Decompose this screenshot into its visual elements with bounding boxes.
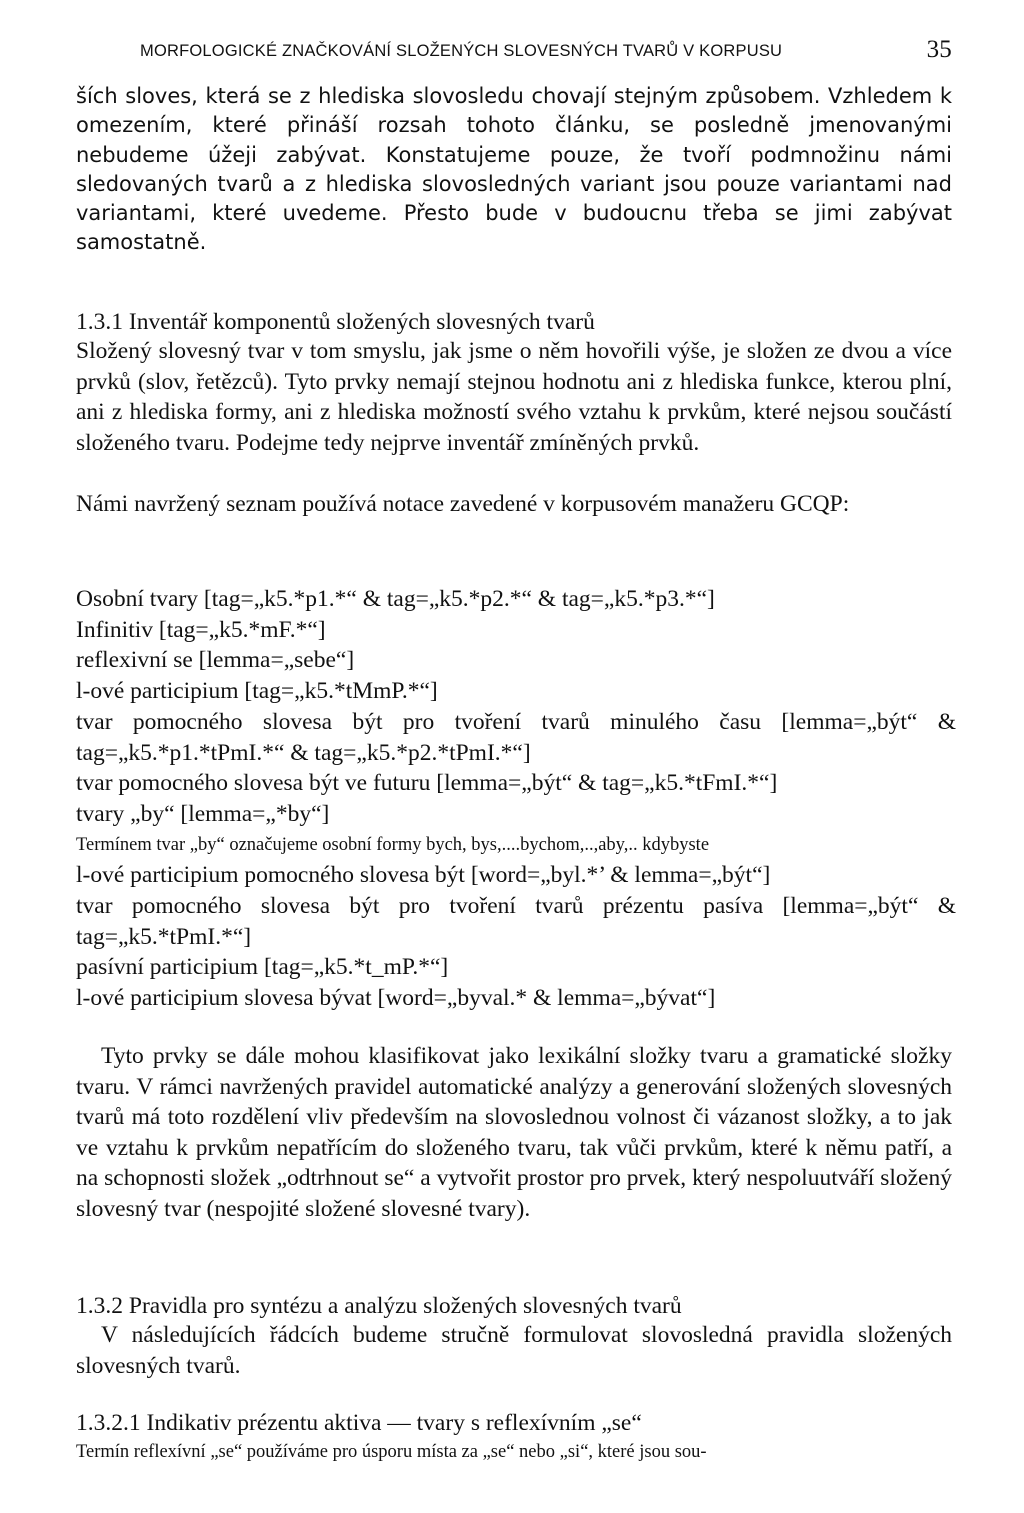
section-1-3-2-paragraph: V následujících řádcích budeme stručně formulovat slovosledná pravidla složených slovesných tvarů. bbox=[76, 1322, 952, 1379]
section-heading-1-3-2-1: 1.3.2.1 Indikativ prézentu aktiva — tvary s reflexívním „se“ bbox=[76, 1410, 642, 1436]
list-item: tvar pomocného slovesa být pro tvoření tvarů minulého času [lemma=„být“ & tag=„k5.*p1.*tPmI.*“ & tag=„k5.*p2.*tPmI.*“] bbox=[76, 708, 956, 766]
component-inventory-list bbox=[76, 584, 956, 1014]
reflexive-term-note: Termín reflexívní „se“ používáme pro úsporu místa za „se“ nebo „si“, které jsou sou- bbox=[76, 1442, 707, 1462]
running-title: MORFOLOGICKÉ ZNAČKOVÁNÍ SLOŽENÝCH SLOVESNÝCH TVARŮ V KORPUSU bbox=[140, 42, 783, 60]
section-heading-1-3-1: 1.3.1 Inventář komponentů složených slovesných tvarů bbox=[76, 309, 595, 335]
list-note: Termínem tvar „by“ označujeme osobní formy bych, bys,....bychom,..,aby,.. kdybyste bbox=[76, 834, 710, 855]
list-item: Infinitiv [tag=„k5.*mF.*“] bbox=[76, 616, 326, 643]
page-number: 35 bbox=[926, 36, 952, 63]
list-item: tvar pomocného slovesa být ve futuru [lemma=„být“ & tag=„k5.*tFmI.*“] bbox=[76, 770, 778, 797]
list-item: Osobní tvary [tag=„k5.*p1.*“ & tag=„k5.*p2.*“ & tag=„k5.*p3.*“] bbox=[76, 586, 715, 612]
intro-paragraph: ších sloves, která se z hlediska slovosledu chovají stejným způsobem. Vzhledem k omezením, které přináší rozsah tohoto článku, se posledně jmenovanými nebudeme úžeji zabývat. Konstatujeme pouze, že tvoří podmnožinu námi sledovaných tvarů a z hlediska slovosledných variant jsou pouze variantami nad variantami, které uvedeme. Přesto bude v budoucnu třeba se jimi zabývat samostatně. bbox=[76, 84, 952, 255]
list-item: reflexivní se [lemma=„sebe“] bbox=[76, 647, 355, 674]
section-heading-1-3-2: 1.3.2 Pravidla pro syntézu a analýzu složených slovesných tvarů bbox=[76, 1293, 682, 1319]
classification-paragraph: Tyto prvky se dále mohou klasifikovat jako lexikální složky tvaru a gramatické složky tvaru. V rámci navržených pravidel automatické analýzy a generování složených slovesných tvarů má toto rozdělení vliv především na slovoslednou volnost či vázanost složky, a to jak ve vztahu k prvkům nepatřícím do složeného tvaru, tak vůči prvkům, které k němu patří, a na schopnosti složek „odtrhnout se“ a vytvořit prostor pro prvek, který nespoluutváří složený slovesný tvar (nespojité složené slovesné tvary). bbox=[76, 1043, 952, 1222]
list-item: l-ové participium [tag=„k5.*tMmP.*“] bbox=[76, 678, 438, 705]
list-item: l-ové participium pomocného slovesa být [word=„byl.*’ & lemma=„být“] bbox=[76, 862, 771, 889]
list-item: tvary „by“ [lemma=„*by“] bbox=[76, 800, 330, 827]
section-1-3-1-paragraph: Složený slovesný tvar v tom smyslu, jak jsme o něm hovořili výše, je složen ze dvou a více prvků (slov, řetězců). Tyto prvky nemají stejnou hodnotu ani z hlediska funkce, kterou plní, ani z hlediska formy, ani z hlediska možností svého vztahu k prvkům, které nejsou součástí složeného tvaru. Podejme tedy nejprve inventář zmíněných prvků. bbox=[76, 338, 952, 456]
list-item: l-ové participium slovesa bývat [word=„byval.* & lemma=„bývat“] bbox=[76, 985, 716, 1012]
running-header bbox=[140, 36, 952, 66]
list-item: tvar pomocného slovesa být pro tvoření tvarů prézentu pasíva [lemma=„být“ & tag=„k5.*tPmI.*“] bbox=[76, 893, 956, 950]
list-item: pasívní participium [tag=„k5.*t_mP.*“] bbox=[76, 954, 449, 981]
notation-intro-paragraph: Námi navržený seznam používá notace zavedené v korpusovém manažeru GCQP: bbox=[76, 491, 850, 517]
